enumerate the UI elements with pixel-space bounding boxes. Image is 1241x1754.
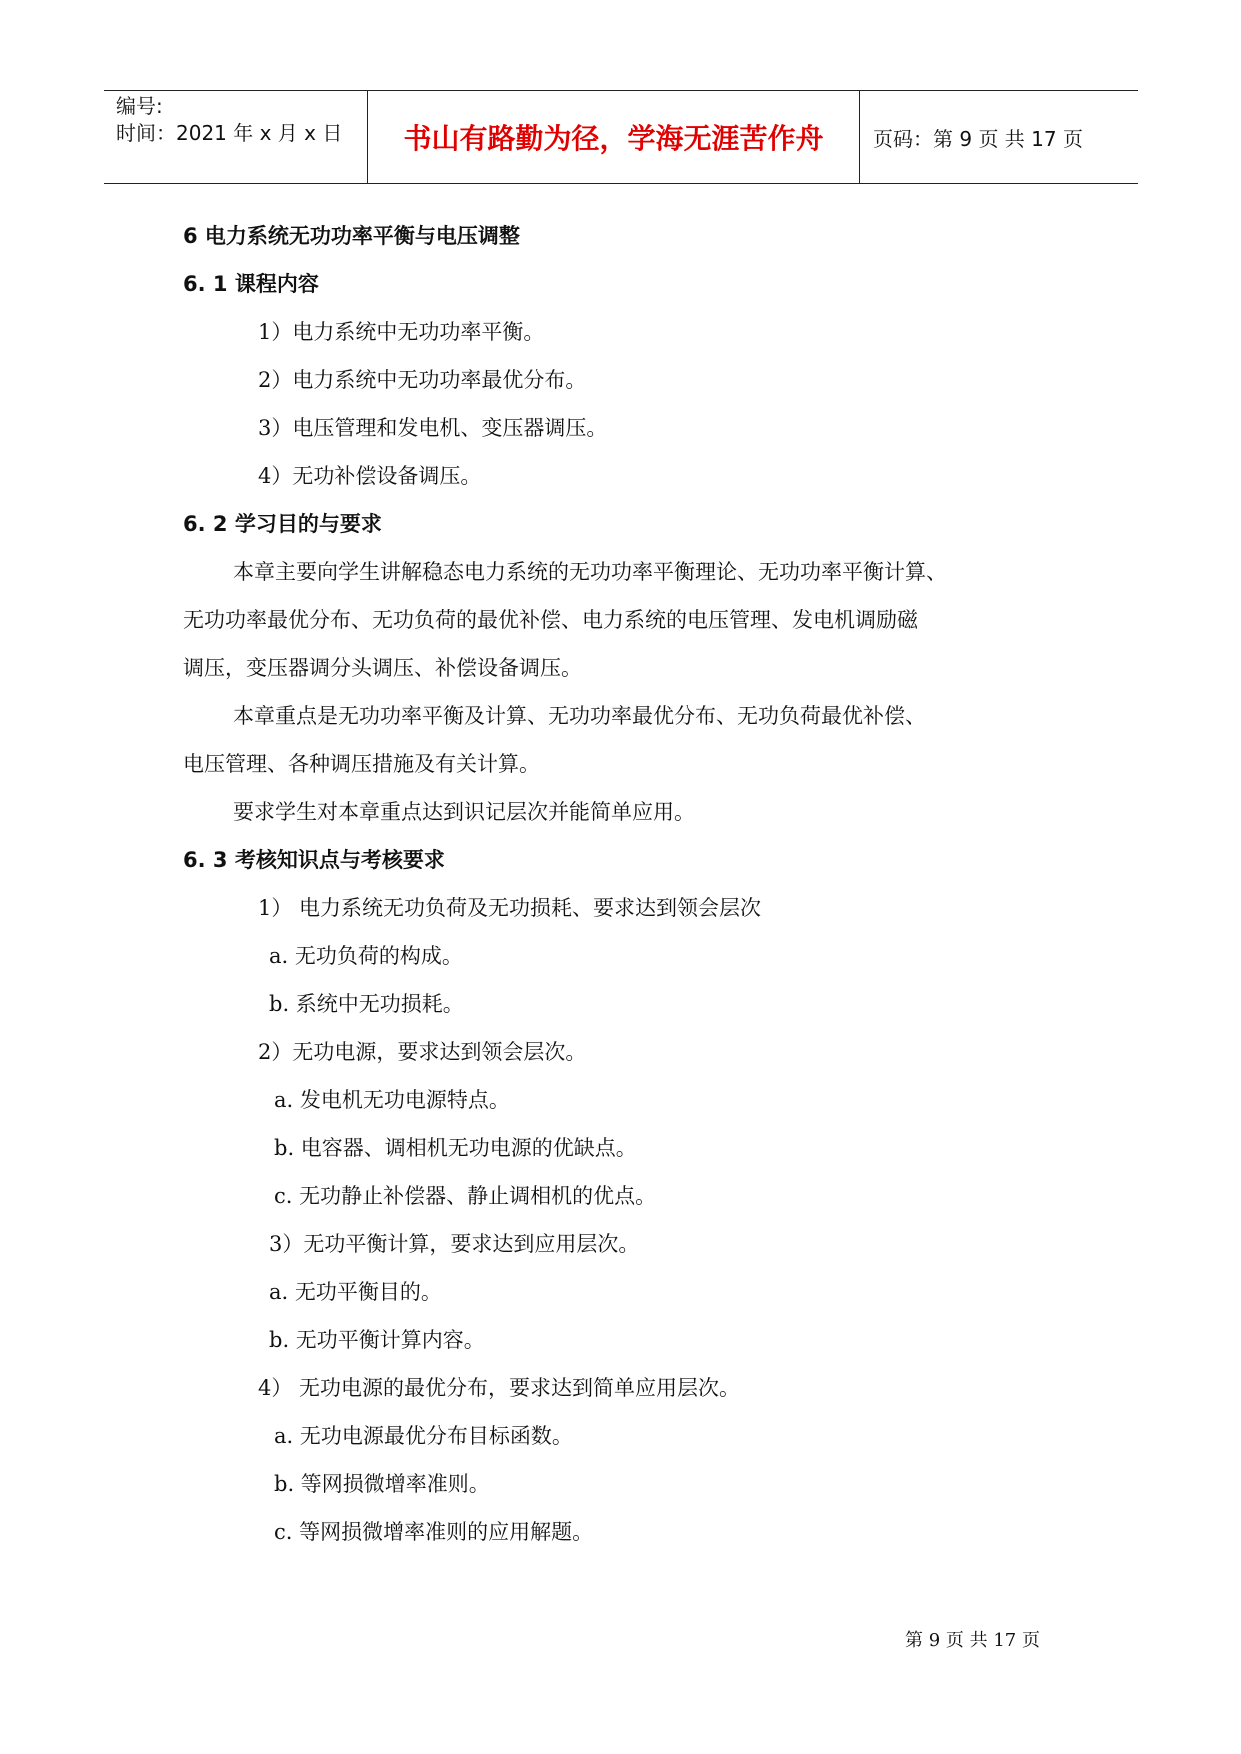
page-footer: 第 9 页 共 17 页 [905, 1630, 1040, 1651]
list-subitem: c. 无功静止补偿器、静止调相机的优点。 [274, 1184, 657, 1208]
paragraph-line: 本章主要向学生讲解稳态电力系统的无功功率平衡理论、无功功率平衡计算、 [233, 560, 947, 584]
list-subitem: b. 系统中无功损耗。 [269, 992, 464, 1016]
list-item: 2）无功电源，要求达到领会层次。 [258, 1040, 587, 1064]
list-subitem: b. 等网损微增率准则。 [274, 1472, 490, 1496]
document-body [183, 212, 1063, 1556]
section-6-2-title: 6. 2 学习目的与要求 [183, 512, 382, 536]
chapter-title: 6 电力系统无功功率平衡与电压调整 [183, 224, 520, 248]
header-motto: 书山有路勤为径，学海无涯苦作舟 [367, 91, 860, 183]
list-subitem: b. 无功平衡计算内容。 [269, 1328, 485, 1352]
list-item: 4）无功补偿设备调压。 [258, 464, 482, 488]
list-item: 3）无功平衡计算，要求达到应用层次。 [269, 1232, 640, 1256]
paragraph-line: 电压管理、各种调压措施及有关计算。 [183, 752, 540, 776]
paragraph-line: 本章重点是无功功率平衡及计算、无功功率最优分布、无功负荷最优补偿、 [233, 704, 926, 728]
list-item: 4） 无功电源的最优分布，要求达到简单应用层次。 [258, 1376, 741, 1400]
list-item: 1）电力系统中无功功率平衡。 [258, 320, 545, 344]
header-page-info: 页码：第 9 页 共 17 页 [873, 126, 1083, 151]
paragraph-line: 要求学生对本章重点达到识记层次并能简单应用。 [233, 800, 695, 824]
section-6-3-title: 6. 3 考核知识点与考核要求 [183, 848, 445, 872]
paragraph-line: 无功功率最优分布、无功负荷的最优补偿、电力系统的电压管理、发电机调励磁 [183, 608, 918, 632]
list-subitem: a. 发电机无功电源特点。 [274, 1088, 510, 1112]
page-header [104, 90, 1138, 184]
document-time-label: 时间：2021 年 x 月 x 日 [116, 121, 343, 145]
list-subitem: b. 电容器、调相机无功电源的优缺点。 [274, 1136, 637, 1160]
list-subitem: a. 无功平衡目的。 [269, 1280, 442, 1304]
paragraph-line: 调压，变压器调分头调压、补偿设备调压。 [183, 656, 582, 680]
list-subitem: a. 无功负荷的构成。 [269, 944, 463, 968]
document-number-label: 编号: [116, 94, 163, 118]
list-subitem: a. 无功电源最优分布目标函数。 [274, 1424, 573, 1448]
section-6-1-title: 6. 1 课程内容 [183, 272, 319, 296]
list-subitem: c. 等网损微增率准则的应用解题。 [274, 1520, 594, 1544]
list-item: 1） 电力系统无功负荷及无功损耗、要求达到领会层次 [258, 896, 762, 920]
header-meta [116, 91, 366, 185]
list-item: 3）电压管理和发电机、变压器调压。 [258, 416, 608, 440]
list-item: 2）电力系统中无功功率最优分布。 [258, 368, 587, 392]
